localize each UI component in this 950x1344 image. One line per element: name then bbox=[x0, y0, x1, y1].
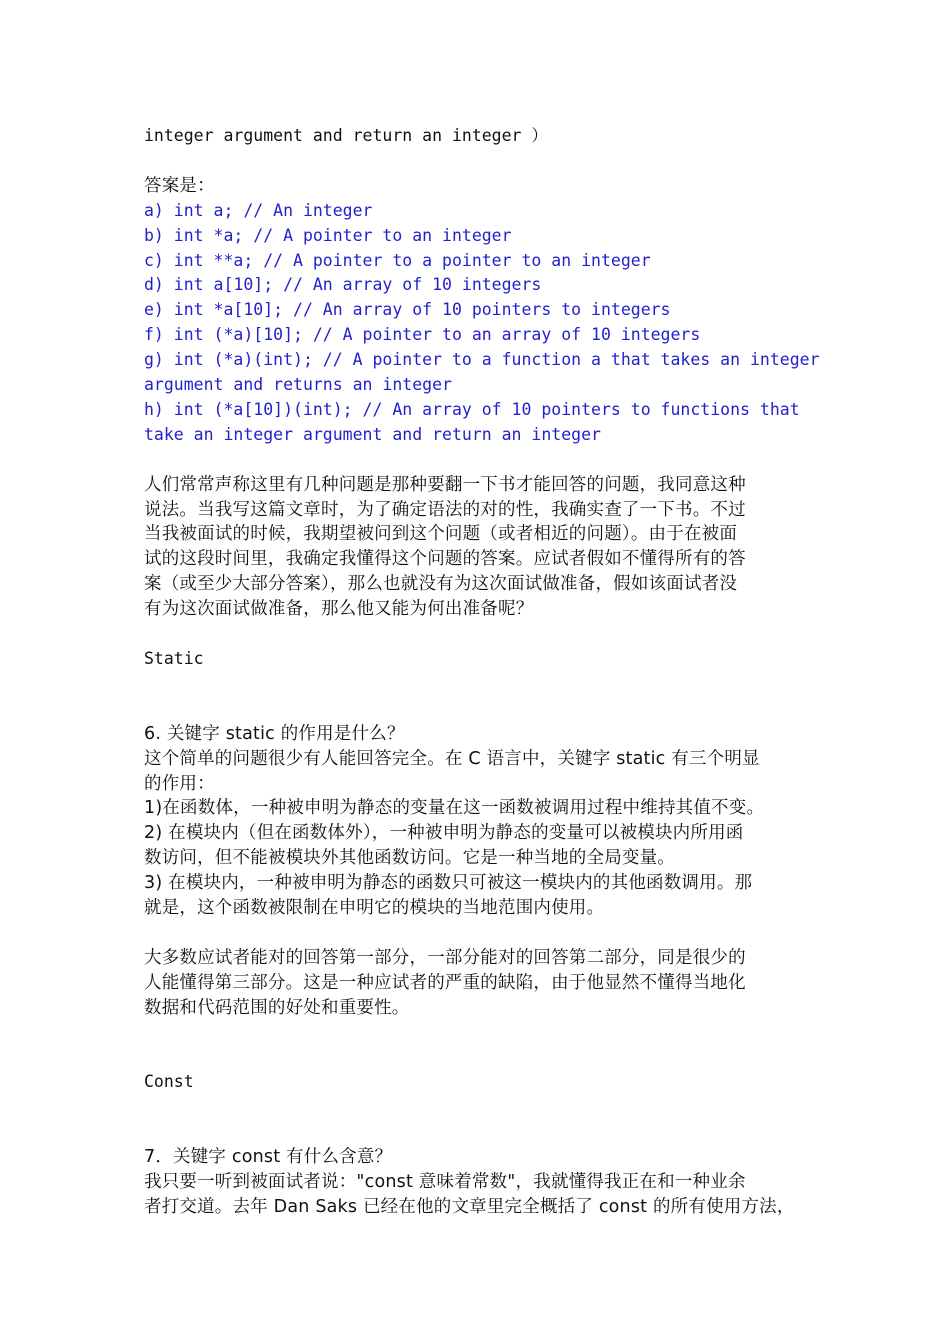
answer-line: a) int a; // An integer bbox=[144, 200, 373, 220]
paragraph-line: 我只要一听到被面试者说："const 意味着常数"，我就懂得我正在和一种业余 bbox=[144, 1171, 746, 1192]
answer-line: c) int **a; // A pointer to a pointer to an integer bbox=[144, 250, 651, 270]
paragraph-line: 数据和代码范围的好处和重要性。 bbox=[144, 997, 410, 1018]
paragraph-line: 的作用： bbox=[144, 773, 215, 794]
spacer bbox=[144, 921, 824, 946]
paragraph-line: 说法。当我写这篇文章时，为了确定语法的对的性，我确实查了一下书。不过 bbox=[144, 499, 746, 520]
paragraph-line: 人们常常声称这里有几种问题是那种要翻一下书才能回答的问题，我同意这种 bbox=[144, 474, 746, 495]
answer-line: argument and returns an integer bbox=[144, 375, 452, 395]
answer-line: d) int a[10]; // An array of 10 integers bbox=[144, 275, 542, 295]
paragraph-line: 有为这次面试做准备，那么他又能为何出准备呢？ bbox=[144, 599, 534, 620]
spacer bbox=[144, 622, 824, 647]
section-heading-const: Const bbox=[144, 1072, 194, 1092]
paragraph-line: 这个简单的问题很少有人能回答完全。在 C 语言中，关键字 static 有三个明显 bbox=[144, 748, 760, 769]
spacer bbox=[144, 1095, 824, 1145]
spacer bbox=[144, 1021, 824, 1071]
question-line: 6. 关键字 static 的作用是什么？ bbox=[144, 723, 405, 744]
paragraph-line: 人能懂得第三部分。这是一种应试者的严重的缺陷，由于他显然不懂得当地化 bbox=[144, 972, 746, 993]
paragraph-line: 当我被面试的时候，我期望被问到这个问题（或者相近的问题）。由于在被面 bbox=[144, 524, 738, 545]
answer-line: g) int (*a)(int); // A pointer to a function a that takes an integer bbox=[144, 350, 820, 370]
paragraph-line: 2) 在模块内（但在函数体外），一种被申明为静态的变量可以被模块内所用函 bbox=[144, 823, 744, 844]
paragraph-line: 数访问，但不能被模块外其他函数访问。它是一种当地的全局变量。 bbox=[144, 848, 675, 869]
answer-line: e) int *a[10]; // An array of 10 pointers to integers bbox=[144, 300, 671, 320]
paragraph-line: 试的这段时间里，我确定我懂得这个问题的答案。应试者假如不懂得所有的答 bbox=[144, 549, 746, 570]
answer-line: f) int (*a)[10]; // A pointer to an array of 10 integers bbox=[144, 325, 701, 345]
question-line: 7．关键字 const 有什么含意？ bbox=[144, 1147, 393, 1168]
paragraph-line: 1)在函数体，一种被申明为静态的变量在这一函数被调用过程中维持其值不变。 bbox=[144, 798, 765, 819]
answer-line: b) int *a; // A pointer to an integer bbox=[144, 225, 512, 245]
paragraph-line: 就是，这个函数被限制在申明它的模块的当地范围内使用。 bbox=[144, 898, 605, 919]
spacer bbox=[144, 448, 824, 473]
answer-line: take an integer argument and return an integer bbox=[144, 424, 601, 444]
intro-line: integer argument and return an integer ） bbox=[144, 126, 548, 145]
document-body bbox=[144, 124, 824, 1220]
paragraph-line: 大多数应试者能对的回答第一部分，一部分能对的回答第二部分，同是很少的 bbox=[144, 947, 746, 968]
paragraph-line: 3) 在模块内，一种被申明为静态的函数只可被这一模块内的其他函数调用。那 bbox=[144, 873, 753, 894]
paragraph-line: 案（或至少大部分答案），那么也就没有为这次面试做准备，假如该面试者没 bbox=[144, 574, 738, 595]
answer-label: 答案是： bbox=[144, 175, 215, 196]
paragraph-line: 者打交道。去年 Dan Saks 已经在他的文章里完全概括了 const 的所有使用方法， bbox=[144, 1196, 795, 1217]
spacer bbox=[144, 672, 824, 722]
section-heading-static: Static bbox=[144, 648, 204, 668]
spacer bbox=[144, 149, 824, 174]
answer-line: h) int (*a[10])(int); // An array of 10 pointers to functions that bbox=[144, 399, 800, 419]
